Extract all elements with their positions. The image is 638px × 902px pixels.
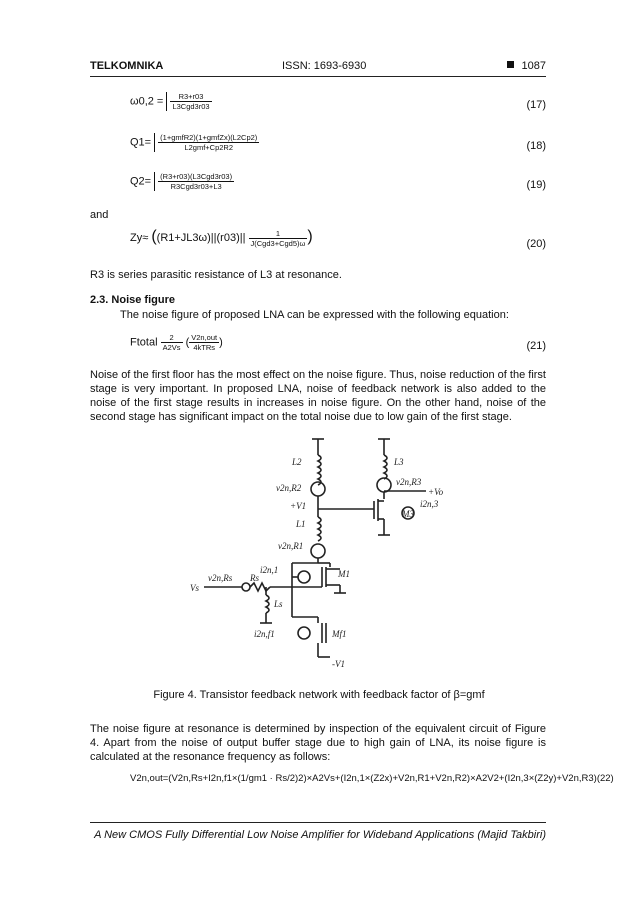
label-vR3: v2n,R3 [396,477,422,487]
footer-rule [90,822,546,823]
label-vR1: v2n,R1 [278,541,304,551]
label-i1: i2n,1 [260,565,279,575]
equation-22: V2n,out=(V2n,Rs+I2n,f1×(1/gm1 · Rs/2)2)×A2Vs+(I2n,1×(Z2x)+V2n,R1+V2n,R2)×A2V2+(I2n,3×(Z2y)+V2n,R3)(22) [130,773,614,784]
equation-20: Zy≈ ((R1+JL3ω)||(r03)|| $\frac{1}{\text{J(Cgd3+Cgd5)ω}}$ ) [130,228,313,248]
label-i3: i2n,3 [420,499,439,509]
label-Ls: Ls [274,599,283,609]
equation-19: Q2= $\frac{\text{(R3+r03)(L3Cgd3r03)}}{\text{R3Cgd3r03+L3}}$ [130,172,233,191]
figure-caption: Figure 4. Transistor feedback network with feedback factor of β=gmf [153,689,485,701]
equation-number-18: (18) [526,140,546,152]
issn: ISSN: 1693-6930 [282,60,367,72]
label-if1: i2n,f1 [254,629,275,639]
page-footer: A New CMOS Fully Differential Low Noise Amplifier for Wideband Applications (Majid Takbiri) [94,829,546,841]
label-L1: L1 [296,519,306,529]
equation-17: ω0,2 = $\frac{R3+r03}{\text{L3Cgd3r03}}$ [130,92,210,111]
r3-note: R3 is series parasitic resistance of L3 at resonance. [90,269,342,281]
label-vRs: v2n,Rs [208,573,233,583]
paragraph-resonance: The noise figure at resonance is determined by inspection of the equivalent circuit of Figure 4. Apart from the noise of output buffer stage due to high gain of LNA, its noise figure is calculated at the resonance frequency as follows: [90,723,546,763]
paragraph-noise: Noise of the first floor has the most effect on the noise figure. Thus, noise reduction of the first stage is very important. In proposed LNA, noise of feedback network is also added to the noise of the first stage results in increases in noise figure. On the other hand, noise of the second stage has significant impact on the total noise due to low gain of the first stage. [90,369,546,423]
label-vR2: v2n,R2 [276,483,302,493]
equation-18: Q1= $\frac{\text{(1+gmfR2)(1+gmfZx)(L2Cp2)}}{\text{L2gmf+Cp2R2}}$ [130,133,258,152]
equation-number-19: (19) [526,179,546,191]
equation-21: Ftotal $\frac{2}{A2Vs}$ ( $\frac{\text{V2n,out}}{\text{4kTRs}}$ ) [130,333,223,352]
label-Mf1: Mf1 [332,629,347,639]
equation-number-17: (17) [526,99,546,111]
section-heading: 2.3. Noise figure [90,294,175,306]
noise-intro: The noise figure of proposed LNA can be expressed with the following equation: [120,309,509,321]
label-Vs: Vs [190,583,199,593]
equation-number-20: (20) [526,238,546,250]
journal-name: TELKOMNIKA [90,60,164,72]
label-M1: M1 [338,569,350,579]
and-text: and [90,209,109,221]
circuit-figure [180,437,460,677]
label-Vo: +Vo [428,487,444,497]
label-V1: +V1 [290,501,307,511]
header-rule [90,76,546,77]
label-minus-V1: -V1 [332,659,345,669]
page-number: 1087 [507,60,546,72]
label-L3: L3 [394,457,404,467]
equation-number-21: (21) [526,340,546,352]
label-L2: L2 [292,457,302,467]
label-Rs: Rs [250,573,259,583]
label-M3: M3 [402,509,414,519]
square-bullet-icon [507,61,514,68]
